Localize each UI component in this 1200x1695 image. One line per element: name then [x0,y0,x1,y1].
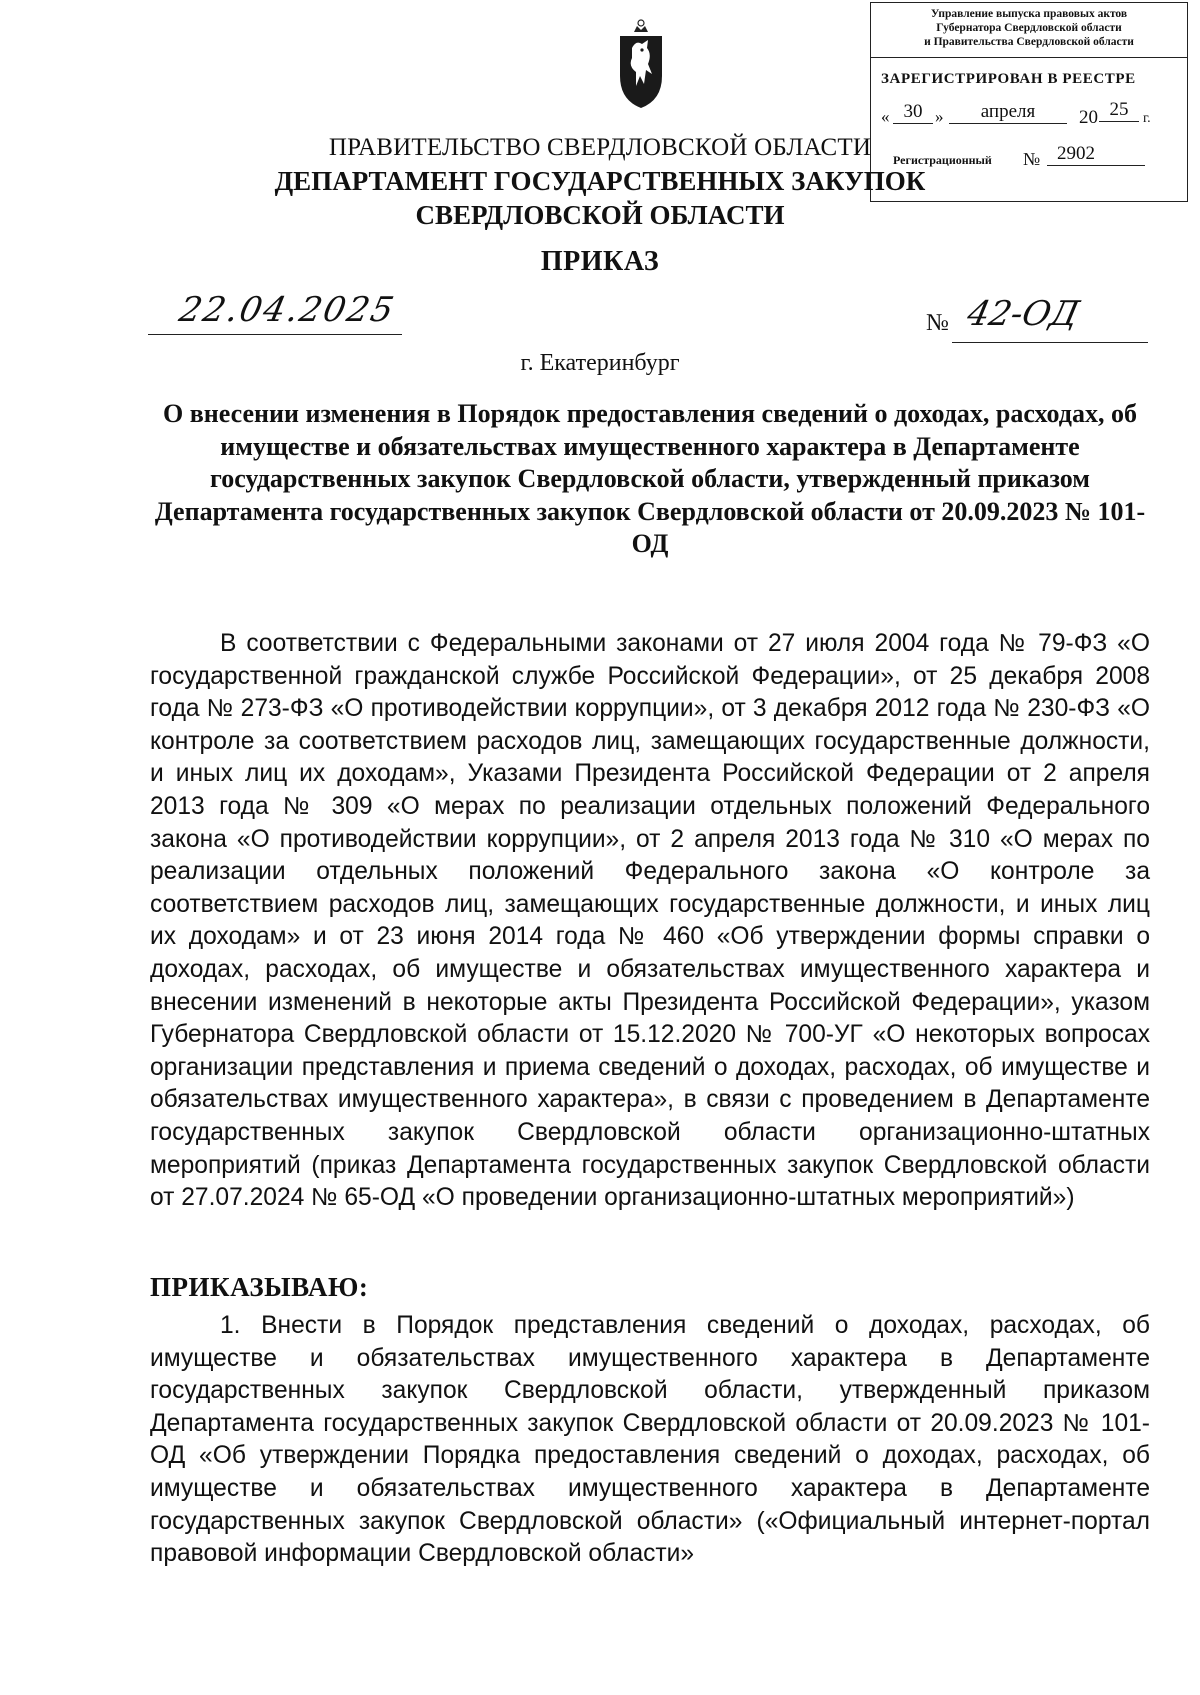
stamp-registered-title: ЗАРЕГИСТРИРОВАН В РЕЕСТРЕ [881,71,1136,87]
document-subject: О внесении изменения в Порядок предоставления сведений о доходах, расходах, об имуществе и обязательствах имущественного характера в Департаменте государственных закупок Свердловской области, утвержденный приказом Департамента государственных закупок Свердловской области от 20.09.2023 № 101-ОД [154,399,1146,558]
stamp-reg-number: 2902 [1047,143,1145,166]
stamp-number-sign: № [1023,149,1041,169]
number-label: № [926,310,949,336]
stamp-reg-label: Регистрационный [893,153,992,167]
preamble-paragraph: В соответствии с Федеральными законами от 27 июля 2004 года № 79-ФЗ «О государственной гражданской службе Российской Федерации», от 25 декабря 2008 года № 273-ФЗ «О противодействии коррупции», от 3 декабря 2012 года № 230-ФЗ «О контроле за соответствием расходов лиц, замещающих государственные должности, и иных лиц их доходам», Указами Президента Российской Федерации от 2 апреля 2013 года № 309 «О мерах по реализации отдельных положений Федерального закона «О противодействии коррупции», от 2 апреля 2013 года № 310 «О мерах по реализации отдельных положений Федерального закона «О контроле за соответствием расходов лиц, замещающих государственные должности, и иных лиц их доходам» и от 23 июня 2014 года № 460 «Об утверждении формы справки о доходах, расходах, об имуществе и обязательствах имущественного характера и внесении изменений в некоторые акты Президента Российской Федерации», указом Губернатора Свердловской области от 15.12.2020 № 700-УГ «О некоторых вопросах организации представления и приема сведений о доходах, расходах, об имуществе и обязательствах имущественного характера», в связи с проведением в Департаменте государственных закупок Свердловской области организационно-штатных мероприятий (приказ Департамента государственных закупок Свердловской области от 27.07.2024 № 65-ОД «О проведении организационно-штатных мероприятий») [150,630,1150,1212]
handwritten-number: 42-ОД [963,294,1083,334]
stamp-org-name [871,7,1187,49]
document-type: ПРИКАЗ [540,246,660,277]
department-name: ДЕПАРТАМЕНТ ГОСУДАРСТВЕННЫХ ЗАКУПОК [274,166,926,196]
stamp-quote-open: « [881,107,890,126]
handwritten-date: 22.04.2025 [175,290,399,330]
number-underline [952,342,1148,343]
stamp-org-line: Губернатора Свердловской области [936,22,1122,34]
department-region: СВЕРДЛОВСКОЙ ОБЛАСТИ [415,200,785,230]
order-item-1: 1. Внести в Порядок представления сведений о доходах, расходах, об имуществе и обязательствах имущественного характера в Департаменте государственных закупок Свердловской области, утвержденный приказом Департамента государственных закупок Свердловской области от 20.09.2023 № 101-ОД «Об утверждении Порядка предоставления сведений о доходах, расходах, об имуществе и обязательствах имущественного характера в Департаменте государственных закупок Свердловской области» («Официальный интернет-портал правовой информации Свердловской области» [150,1312,1150,1568]
city: г. Екатеринбург [520,350,680,376]
coat-of-arms-icon [614,18,668,112]
stamp-org-line: Управление выпуска правовых актов [930,8,1128,20]
stamp-divider [871,57,1187,58]
stamp-org-line: и Правительства Свердловской области [924,36,1134,48]
stamp-month: апреля [949,101,1067,124]
government-name: ПРАВИТЕЛЬСТВО СВЕРДЛОВСКОЙ ОБЛАСТИ [328,134,872,161]
stamp-year-prefix: 20 [1079,107,1098,128]
stamp-year-suffix: 25 [1099,99,1139,122]
stamp-year-mark: г. [1143,111,1151,126]
stamp-quote-close: » [935,107,944,126]
stamp-day: 30 [893,101,933,124]
date-underline [148,334,402,335]
order-word: ПРИКАЗЫВАЮ: [150,1272,369,1302]
